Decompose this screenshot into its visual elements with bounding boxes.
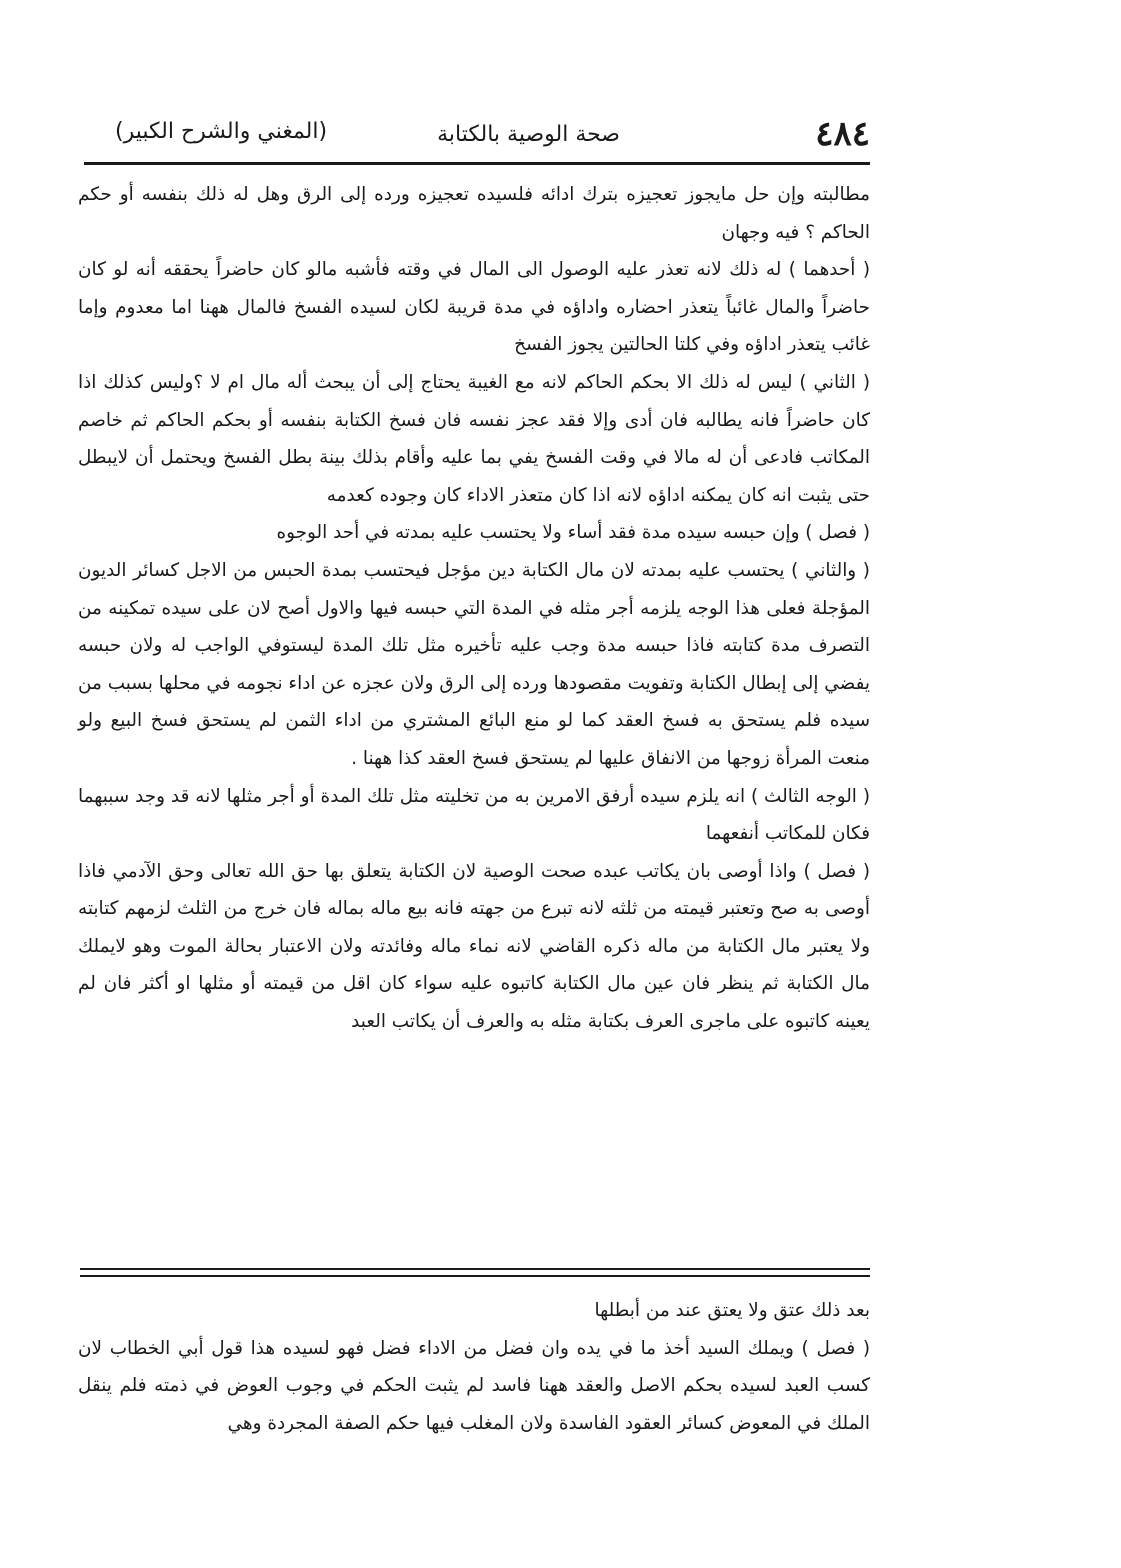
- header-divider: [84, 162, 870, 165]
- paragraph: ( فصل ) واذا أوصى بان يكاتب عبده صحت الوصية لان الكتابة يتعلق بها حق الله تعالى وحق الآدمي فاذا أوصى به صح وتعتبر قيمته من ثلثه لانه تبرع من جهته فانه بيع ماله بماله فان خرج من الثلث لزمهم كتابته ولا يعتبر مال الكتابة من ماله ذكره القاضي لانه نماء ماله وفائدته ولان الاعتبار بحالة الموت وهو لايملك مال الكتابة ثم ينظر فان عين مال الكتابة كاتبوه عليه سواء كان اقل من قيمته أو مثلها او أكثر فان لم يعينه كاتبوه على ماجرى العرف بكتابة مثله به والعرف أن يكاتب العبد: [78, 860, 870, 1033]
- paragraph: ( أحدهما ) له ذلك لانه تعذر عليه الوصول الى المال في وقته فأشبه مالو كان حاضراً يحققه أنه لو كان حاضراً والمال غائباً يتعذر احضاره واداؤه في مدة قريبة لكان لسيده الفسخ فالمال ههنا اما معدوم وإما غائب يتعذر اداؤه وفي كلتا الحالتين يجوز الفسخ: [78, 259, 870, 356]
- book-title: (المغني والشرح الكبير): [115, 119, 328, 144]
- paragraph: ( فصل ) ويملك السيد أخذ ما في يده وان فضل من الاداء فضل فهو لسيده هذا قول أبي الخطاب لان كسب العبد لسيده بحكم الاصل والعقد ههنا فاسد لم يثبت الحكم في وجوب العوض في ذمته فلم ينقل الملك في المعوض كسائر العقود الفاسدة ولان المغلب فيها حكم الصفة المجردة وهي: [78, 1337, 870, 1434]
- paragraph: ( فصل ) وإن حبسه سيده مدة فقد أساء ولا يحتسب عليه بمدته في أحد الوجوه: [276, 522, 870, 544]
- running-title: صحة الوصية بالكتابة: [437, 122, 620, 147]
- footnote-divider-top: [80, 1268, 870, 1270]
- page-number: ٤٨٤: [815, 114, 870, 154]
- page-header: [80, 112, 870, 162]
- paragraph: مطالبته وإن حل مايجوز تعجيزه بترك ادائه فلسيده تعجيزه ورده إلى الرق وهل له ذلك بنفسه أو حكم الحاكم ؟ فيه وجهان: [78, 184, 870, 243]
- lower-text-body: [78, 1292, 870, 1442]
- main-text-body: [78, 176, 870, 1041]
- paragraph: ( والثاني ) يحتسب عليه بمدته لان مال الكتابة دين مؤجل فيحتسب بمدة الحبس من الاجل كسائر الديون المؤجلة فعلى هذا الوجه يلزمه أجر مثله في المدة التي حبسه فيها والاول أصح لان على سيده تمكينه من التصرف مدة كتابته فاذا حبسه مدة وجب عليه تأخيره مثل تلك المدة ليستوفي الواجب له ولان حبسه يفضي إلى إبطال الكتابة وتفويت مقصودها ورده إلى الرق ولان عجزه عن اداء نجومه في محلها بسبب من سيده فلم يستحق به فسخ العقد كما لو منع البائع المشتري من اداء الثمن لم يستحق فسخ البيع ولو منعت المرأة زوجها من الانفاق عليها لم يستحق فسخ العقد كذا ههنا .: [78, 559, 870, 769]
- paragraph: ( الوجه الثالث ) انه يلزم سيده أرفق الامرين به من تخليته مثل تلك المدة أو أجر مثلها لانه قد وجد سببهما فكان للمكاتب أنفعهما: [78, 785, 870, 845]
- paragraph: بعد ذلك عتق ولا يعتق عند من أبطلها: [594, 1300, 870, 1321]
- paragraph: ( الثاني ) ليس له ذلك الا بحكم الحاكم لانه مع الغيبة يحتاج إلى أن يبحث أله مال ام لا ؟وليس كذلك اذا كان حاضراً فانه يطالبه فان أدى وإلا فقد عجز نفسه فان فسخ الكتابة بنفسه أو بحكم الحاكم ثم خاصم المكاتب فادعى أن له مالا في وقت الفسخ يفي بما عليه وأقام بذلك بينة بطل الفسخ ويحتمل أن لايبطل حتى يثبت انه كان يمكنه اداؤه لانه اذا كان متعذر الاداء كان وجوده كعدمه: [78, 371, 870, 506]
- footnote-divider-bottom: [80, 1275, 870, 1277]
